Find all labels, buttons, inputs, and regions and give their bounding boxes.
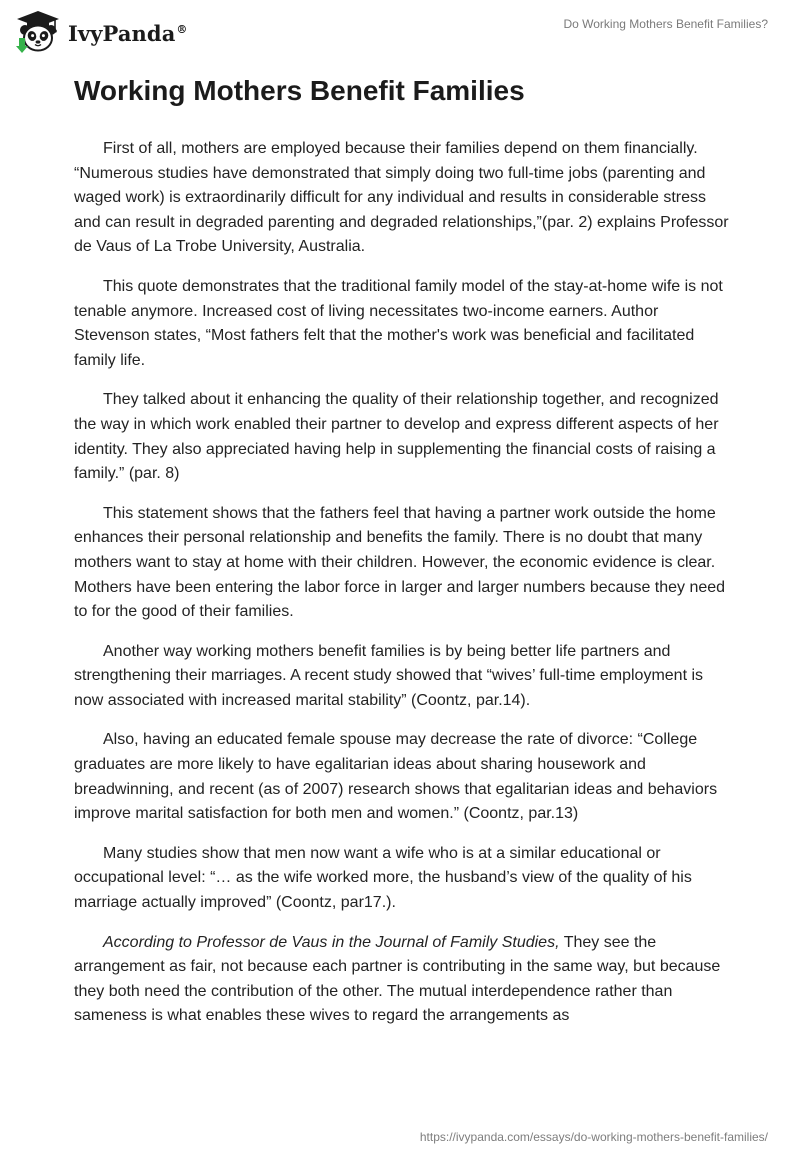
paragraph: They talked about it enhancing the quality of their relationship together, and recognized the way in which work enabled their partner to develop and express different aspects of her identity. They also appreciated having help in supplementing the financial costs of raising a family.” (par. 8) — [74, 391, 719, 483]
page-title: Working Mothers Benefit Families — [74, 75, 525, 106]
registered-mark: ® — [176, 22, 188, 36]
paragraph-last — [74, 931, 734, 1029]
paragraph: Also, having an educated female spouse may decrease the rate of divorce: “College graduates are more likely to have egalitarian ideas about sharing housework and breadwinning, and recent (as of 2007) research shows that egalitarian ideas and behaviors improve marital satisfaction for both men and women.” (Coontz, par.13) — [74, 731, 718, 823]
brand-logo[interactable] — [14, 10, 188, 54]
paragraph-continuation: They see the arrangement as fair, not because each partner is contributing in the same way, but because they both need the contribution of the other. The mutual interdependence rather than sameness is what enables these wives to regard the arrangements as — [74, 933, 721, 1025]
paragraph: Another way working mothers benefit families is by being better life partners and strengthening their marriages. A recent study showed that “wives’ full-time employment is now associated with increased marital stability” (Coontz, par.14). — [74, 642, 704, 709]
page-header — [0, 0, 800, 64]
paragraph: First of all, mothers are employed because their families depend on them financially. “Numerous studies have demonstrated that simply doing two full-time jobs (parenting and waged work) is extraordinarily difficult for any individual and results in considerable stress and can result in degraded parenting and degraded relationships,”(par. 2) explains Professor de Vaus of La Trobe University, Australia. — [74, 140, 729, 256]
article-body — [74, 74, 734, 1044]
paragraph: This statement shows that the fathers feel that having a partner work outside the home enhances their personal relationship and benefits the family. There is no doubt that many mothers want to stay at home with their children. However, the economic evidence is clear. Mothers have been entering the labor force in larger and larger numbers because they need to for the good of their families. — [74, 504, 726, 621]
paragraph: This quote demonstrates that the traditional family model of the stay-at-home wife is not tenable anymore. Increased cost of living necessitates two-income earners. Author Stevenson states, “Most fathers felt that the mother's work was beneficial and facilitated family life. — [74, 277, 723, 369]
paragraph: Many studies show that men now want a wife who is at a similar educational or occupational level: “… as the wife worked more, the husband’s view of the quality of his marriage actually improved” (Coontz, par17.). — [74, 844, 692, 912]
source-url[interactable]: https://ivypanda.com/essays/do-working-mothers-benefit-families/ — [419, 1130, 768, 1144]
brand-name: IvyPanda® — [68, 20, 188, 46]
italic-source-citation: According to Professor de Vaus in the Journal of Family Studies, — [103, 933, 560, 951]
document-title: Do Working Mothers Benefit Families? — [563, 17, 768, 31]
panda-graduate-icon — [14, 10, 62, 54]
